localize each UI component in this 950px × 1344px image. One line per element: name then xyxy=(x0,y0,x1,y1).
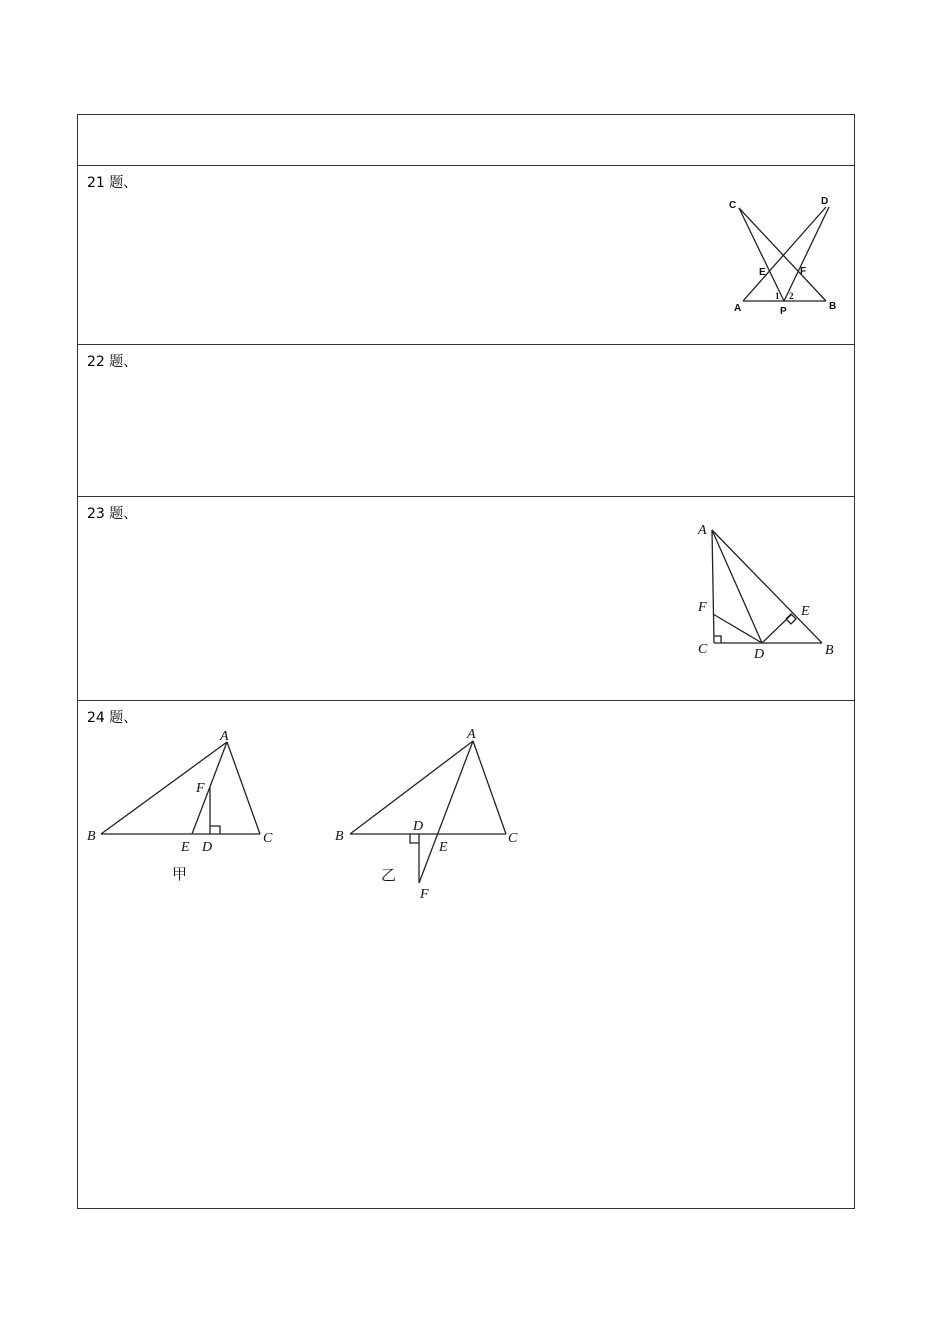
fig21-label-d: D xyxy=(821,196,829,207)
fig23-label-f: F xyxy=(698,600,707,615)
fig24b-label-a: A xyxy=(467,727,476,742)
fig21-label-c: C xyxy=(729,200,737,211)
question-24-label: 24 题、 xyxy=(87,710,138,726)
fig21-angle-2: 2 xyxy=(789,291,794,301)
fig24a-label-e: E xyxy=(181,840,190,855)
fig21-label-f: F xyxy=(800,266,807,277)
fig23-label-a: A xyxy=(698,523,707,538)
fig24b-label-b: B xyxy=(335,829,344,844)
fig24a-label-b: B xyxy=(87,829,96,844)
fig24b-label-e: E xyxy=(439,840,448,855)
fig24b-label-d: D xyxy=(413,819,424,834)
fig24b-label-c: C xyxy=(508,831,518,846)
figure-21-lines xyxy=(739,207,829,301)
fig24a-caption: 甲 xyxy=(172,865,188,883)
question-23-label: 23 题、 xyxy=(87,506,138,522)
fig24b-caption: 乙 xyxy=(381,866,397,884)
fig24a-label-f: F xyxy=(196,781,205,796)
question-22-label: 22 题、 xyxy=(87,354,138,370)
fig21-label-a: A xyxy=(734,303,742,314)
fig23-label-c: C xyxy=(698,642,708,657)
fig23-label-b: B xyxy=(825,643,834,658)
figure-23-lines xyxy=(712,530,822,643)
fig21-label-e: E xyxy=(759,267,766,278)
figure-24a-lines xyxy=(101,742,260,834)
fig24a-label-a: A xyxy=(220,729,229,744)
fig24a-label-d: D xyxy=(202,840,213,855)
fig21-angle-1: 1 xyxy=(775,291,780,301)
fig21-label-b: B xyxy=(829,301,837,312)
question-21-label: 21 题、 xyxy=(87,175,138,191)
fig23-label-e: E xyxy=(801,604,810,619)
fig24b-label-f: F xyxy=(420,887,429,902)
fig23-label-d: D xyxy=(754,647,765,662)
figure-24b-lines xyxy=(350,741,506,883)
fig24a-label-c: C xyxy=(263,831,273,846)
fig21-label-p: P xyxy=(780,306,787,317)
